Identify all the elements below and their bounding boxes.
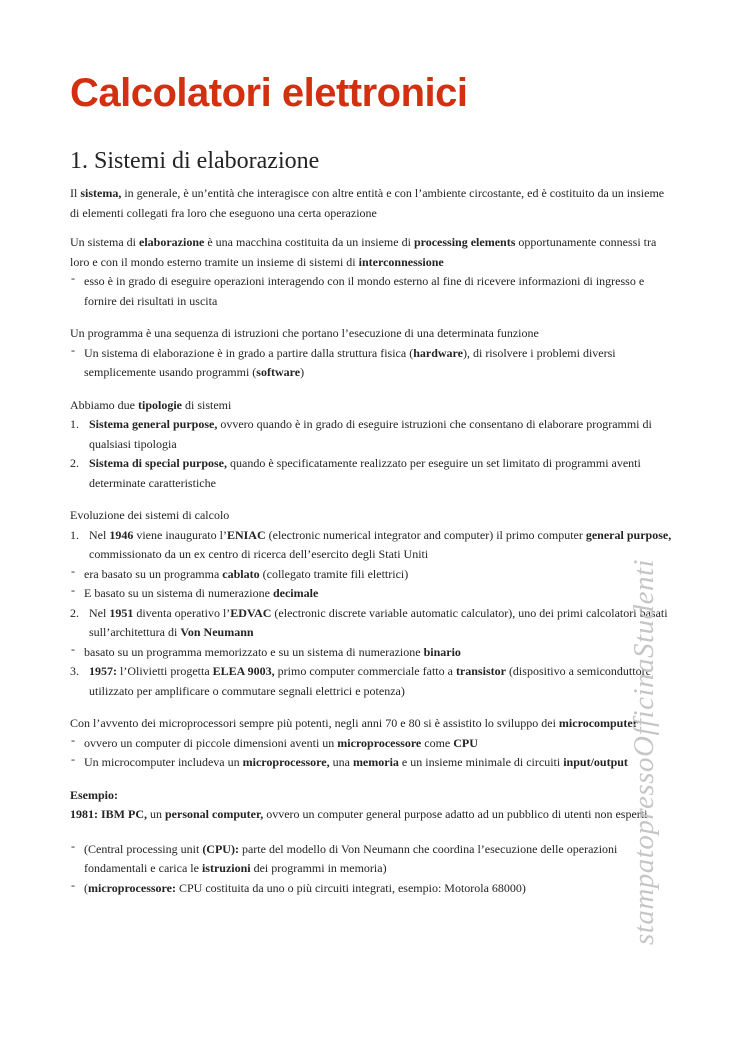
bold-text-run: transistor: [455, 664, 506, 678]
text-run: Nel: [89, 605, 110, 620]
bold-text-run: hardware: [413, 345, 463, 360]
numbered-item: [70, 415, 676, 454]
bold-text-run: microprocessore,: [242, 755, 330, 769]
text-run: quando è specificatamente realizzato per eseguire un set limitato di programmi aventi determinate caratteristiche: [89, 456, 641, 490]
dash-bullet-marker: -: [71, 877, 75, 892]
text-run: Nel: [89, 527, 110, 542]
text-run: (: [84, 880, 88, 895]
bold-text-run: elaborazione: [139, 235, 205, 249]
paragraph: [70, 396, 676, 416]
bullet-item: [70, 344, 676, 383]
text-run: ovvero un computer di piccole dimensioni aventi un: [84, 735, 338, 750]
text-run: di sistemi: [182, 397, 232, 412]
paragraph: [70, 714, 676, 734]
text-run: Con l’avvento dei microprocessori sempre più potenti, negli anni 70 e 80 si è assistito lo sviluppo dei: [70, 716, 559, 730]
dash-bullet-marker: -: [71, 838, 75, 853]
numbered-item: [70, 604, 676, 643]
dash-bullet-marker: -: [71, 342, 75, 357]
bold-text-run: Esempio:: [70, 787, 118, 802]
bold-text-run: 1981: IBM PC,: [70, 807, 147, 821]
text-run: Un programma è una sequenza di istruzioni che portano l’esecuzione di una determinata funzione: [70, 326, 539, 340]
text-run: è una macchina costituita da un insieme di: [204, 235, 414, 249]
text-run: E basato su un sistema di numerazione: [84, 586, 273, 600]
paragraph: [70, 233, 676, 272]
bold-text-run: 1946: [109, 527, 134, 542]
bold-text-run: personal computer,: [165, 807, 264, 821]
bold-text-run: 1957:: [89, 664, 117, 678]
text-run: parte del modello di Von Neumann che coordina l’esecuzione delle operazioni fondamentali e carica le: [84, 841, 618, 875]
bold-text-run: istruzioni: [201, 861, 251, 875]
text-run: (Central processing unit: [84, 841, 203, 856]
number-marker: 2.: [70, 605, 79, 620]
bold-text-run: ELEA 9003,: [212, 664, 275, 678]
text-run: dei programmi in memoria): [250, 861, 387, 875]
bold-text-run: microprocessore:: [88, 880, 176, 895]
bold-text-run: general purpose,: [585, 527, 672, 542]
dash-bullet-marker: -: [71, 732, 75, 747]
bold-text-run: ENIAC: [226, 527, 266, 542]
text-run: esso è in grado di eseguire operazioni interagendo con il mondo esterno al fine di ricevere informazioni di ingresso e fornire dei risultati in uscita: [84, 274, 645, 308]
text-run: in generale, è un’entità che interagisce con altre entità e con l’ambiente circostante, ed è costituito da un insieme di elementi collegati fra loro che eseguono una certa operazione: [70, 186, 665, 220]
text-run: era basato su un programma: [84, 566, 223, 581]
dash-bullet-marker: -: [71, 563, 75, 578]
text-run: diventa operativo l’: [133, 605, 231, 620]
bold-text-run: EDVAC: [230, 605, 272, 620]
text-run: una: [329, 755, 353, 769]
number-marker: 1.: [70, 417, 79, 431]
text-run: (dispositivo a semiconduttore utilizzato per amplificare o commutare segnali elettrici e potenza): [89, 664, 651, 698]
bold-text-run: Sistema general purpose,: [89, 417, 218, 431]
paragraph: [70, 324, 676, 344]
bold-text-run: 1951: [109, 605, 134, 620]
numbered-item: [70, 662, 676, 701]
text-run: come: [421, 735, 454, 750]
bold-text-run: memoria: [352, 755, 399, 769]
bullet-item: [70, 840, 676, 879]
bold-text-run: interconnessione: [358, 254, 444, 269]
dash-bullet-marker: -: [71, 271, 75, 285]
text-run: opportunamente connessi tra loro e con il mondo esterno tramite un insieme di sistemi di: [70, 235, 657, 269]
text-run: Il: [70, 186, 81, 200]
text-run: ), di risolvere i problemi diversi semplicemente usando programmi (: [84, 345, 616, 379]
bold-text-run: cablato: [222, 566, 260, 581]
page-title: Calcolatori elettronici: [70, 71, 468, 115]
document-body: [70, 184, 676, 898]
numbered-item: [70, 526, 676, 565]
text-run: l’Olivietti progetta: [117, 664, 213, 678]
text-run: Un sistema di elaborazione è in grado a partire dalla struttura fisica (: [84, 345, 414, 360]
text-run: (electronic numerical integrator and computer) il primo computer: [265, 527, 586, 542]
bold-text-run: input/output: [563, 755, 628, 769]
bold-text-run: microprocessore: [337, 735, 422, 750]
bold-text-run: sistema,: [80, 186, 122, 200]
bullet-item: [70, 734, 676, 754]
text-run: ): [300, 365, 305, 379]
bullet-item: [70, 753, 676, 773]
bold-text-run: software: [256, 365, 301, 379]
text-run: commissionato da un ex centro di ricerca dell’esercito degli Stati Uniti: [89, 547, 429, 561]
bold-text-run: tipologie: [138, 397, 182, 412]
bold-text-run: Von Neumann: [180, 625, 254, 639]
bold-text-run: CPU: [453, 735, 478, 750]
paragraph: [70, 786, 676, 806]
bullet-item: [70, 272, 676, 311]
paragraph: [70, 184, 676, 223]
dash-bullet-marker: -: [71, 752, 75, 766]
dash-bullet-marker: -: [71, 583, 75, 597]
paragraph: [70, 805, 676, 825]
bold-text-run: processing elements: [413, 235, 516, 249]
text-run: ovvero quando è in grado di eseguire istruzioni che consentano di elaborare programmi di qualsiasi tipologia: [89, 417, 652, 451]
number-marker: 1.: [70, 527, 79, 542]
text-run: Un sistema di: [70, 235, 139, 249]
text-run: basato su un programma memorizzato e su un sistema di numerazione: [84, 644, 424, 659]
text-run: CPU costituita da uno o più circuiti integrati, esempio: Motorola 68000): [175, 880, 526, 895]
bullet-item: [70, 879, 676, 899]
bold-text-run: microcomputer: [558, 716, 639, 730]
text-run: Un microcomputer includeva un: [84, 755, 243, 769]
bold-text-run: Sistema di special purpose,: [89, 456, 228, 470]
bullet-item: [70, 643, 676, 663]
section-heading: 1. Sistemi di elaborazione: [70, 148, 320, 174]
bullet-item: [70, 565, 676, 585]
numbered-item: [70, 454, 676, 493]
text-run: Abbiamo due: [70, 397, 138, 412]
bold-text-run: decimale: [272, 586, 319, 600]
number-marker: 3.: [70, 664, 79, 678]
text-run: Evoluzione dei sistemi di calcolo: [70, 508, 230, 522]
text-run: viene inaugurato l’: [133, 527, 227, 542]
text-run: e un insieme minimale di circuiti: [398, 755, 564, 769]
bold-text-run: (CPU):: [202, 841, 239, 856]
number-marker: 2.: [70, 456, 79, 470]
text-run: ovvero un computer general purpose adatto ad un pubblico di utenti non esperti: [263, 807, 648, 821]
dash-bullet-marker: -: [71, 641, 75, 656]
text-run: un: [147, 807, 165, 821]
text-run: (collegato tramite fili elettrici): [259, 566, 409, 581]
bullet-item: [70, 584, 676, 604]
watermark-text: stampatopressoOfficinaStudenti: [628, 558, 660, 945]
text-run: (electronic discrete variable automatic calculator), uno dei primi calcolatori basati sull’architettura di: [89, 605, 668, 639]
text-run: primo computer commerciale fatto a: [274, 664, 456, 678]
paragraph: [70, 506, 676, 526]
bold-text-run: binario: [423, 644, 461, 659]
